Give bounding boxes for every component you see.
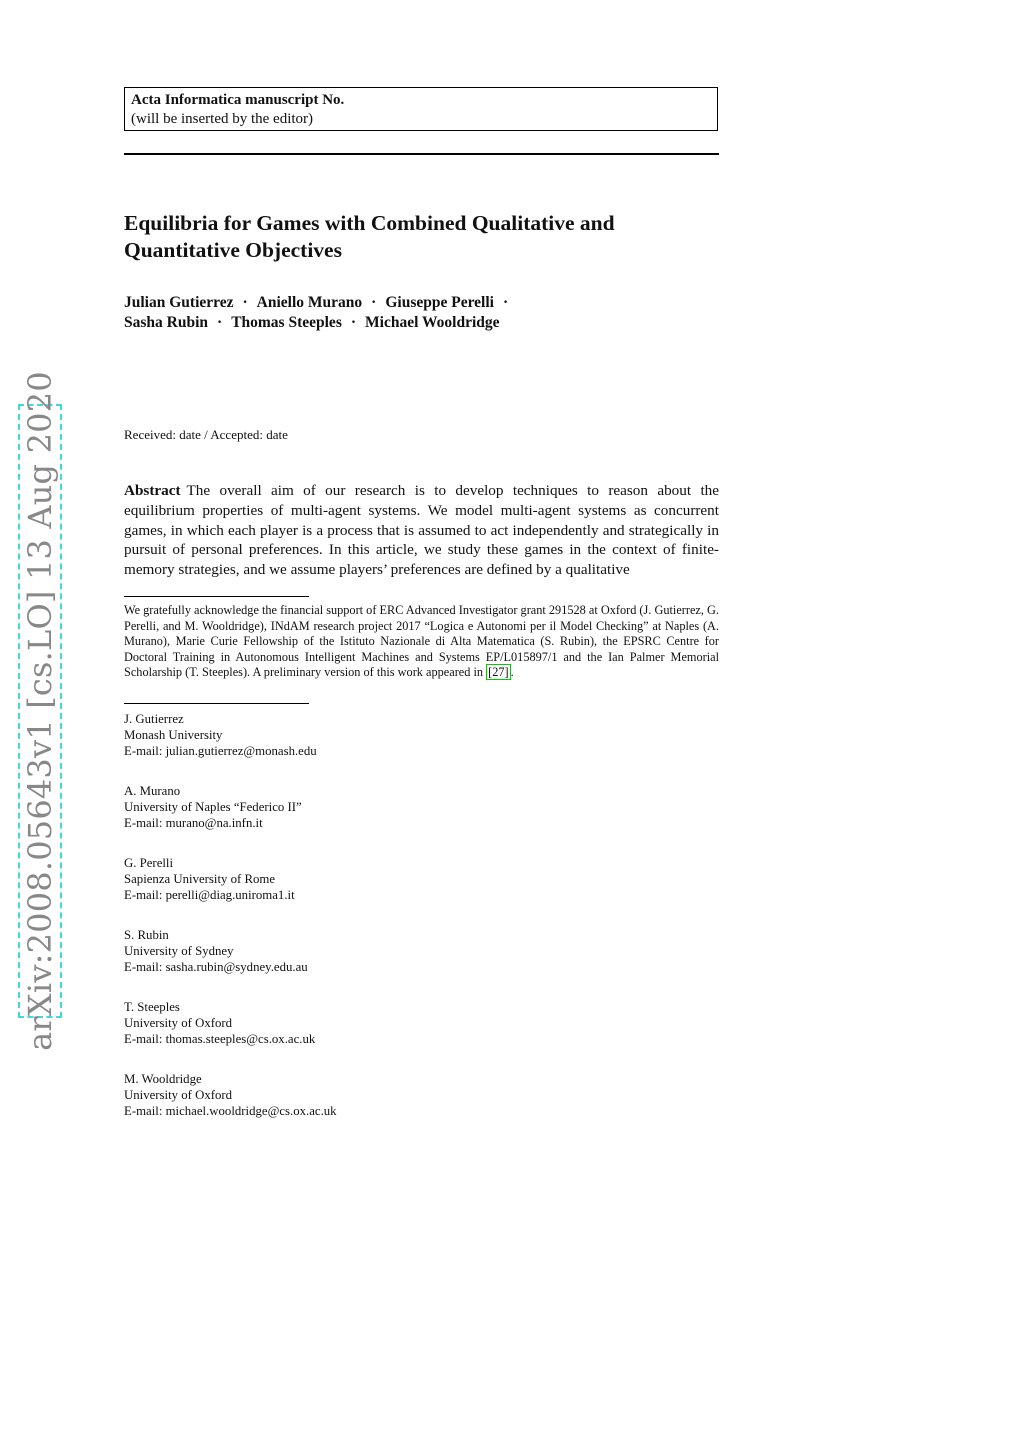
affil-name: S. Rubin [124,928,169,942]
affil-name: M. Wooldridge [124,1072,202,1086]
author-name: Michael Wooldridge [365,314,500,331]
affil-institution: University of Oxford [124,1016,233,1030]
affiliation-block [124,855,524,903]
affil-institution: University of Oxford [124,1088,233,1102]
footnote-text: We gratefully acknowledge the financial support of ERC Advanced Investigator grant 291528 at Oxford (J. Gutierrez, G. Perelli, and M. Wooldridge), INdAM research project 2017 “Logica e Autonomi per il Model Checking” at Naples (A. Murano), Marie Curie Fellowship of the Istituto Nazionale di Alta Matematica (S. Rubin), the EPSRC Centre for Doctoral Training in Autonomous Intelligent Machines and Systems EP/L015897/1 and the Ian Palmer Memorial Scholarship (T. Steeples). A preliminary version of this work appeared in [124,603,719,680]
affil-name: T. Steeples [124,1000,180,1014]
affil-institution: University of Sydney [124,944,234,958]
footnote-rule [124,596,309,597]
author-list: Julian Gutierrez · Aniello Murano · Giuseppe Perelli ·Sasha Rubin · Thomas Steeples · Michael Wooldridge [124,294,509,331]
affiliation-block [124,783,524,831]
journal-header-box [124,87,718,131]
affil-institution: Monash University [124,728,223,742]
affil-institution: University of Naples “Federico II” [124,800,302,814]
affiliation-rule [124,703,309,704]
arxiv-stamp-link[interactable] [18,371,62,1051]
editor-note: (will be inserted by the editor) [131,111,314,127]
affil-email: E-mail: sasha.rubin@sydney.edu.au [124,960,308,974]
abstract-text: The overall aim of our research is to develop techniques to reason about the equilibrium properties of multi-agent systems. We model multi-agent systems as concurrent games, in which each player is a process that is assumed to act independently and strategically in pursuit of personal preferences. In this article, we study these games in the context of finite-memory strategies, and we assume players’ preferences are defined by a qualitative [124,482,719,579]
abstract [124,481,719,580]
paper-title [124,210,719,264]
affil-email: E-mail: perelli@diag.uniroma1.it [124,888,295,902]
footnote-end: . [510,665,514,680]
journal-name: Acta Informatica manuscript No. [131,92,345,108]
affil-email: E-mail: thomas.steeples@cs.ox.ac.uk [124,1032,316,1046]
citation-link[interactable]: [27] [488,665,509,680]
author-name: Julian Gutierrez [124,294,234,311]
funding-footnote [124,603,719,681]
author-name: Thomas Steeples [231,314,342,331]
affiliation-block [124,1071,524,1119]
affil-email: E-mail: murano@na.infn.it [124,816,263,830]
affiliation-block [124,927,524,975]
affil-name: G. Perelli [124,856,174,870]
header-rule [124,153,719,155]
affiliation-block [124,999,524,1047]
title-line-2: Quantitative Objectives [124,238,342,262]
author-name: Aniello Murano [256,294,363,311]
affil-name: J. Gutierrez [124,712,184,726]
affil-institution: Sapienza University of Rome [124,872,276,886]
affil-email: E-mail: julian.gutierrez@monash.edu [124,744,317,758]
received-date: Received: date / Accepted: date [124,427,288,442]
author-name: Giuseppe Perelli [385,294,494,311]
affiliation-block [124,711,524,759]
affil-name: A. Murano [124,784,181,798]
affil-email: E-mail: michael.wooldridge@cs.ox.ac.uk [124,1104,337,1118]
author-name: Sasha Rubin [124,314,209,331]
title-line-1: Equilibria for Games with Combined Qualitative and [124,211,615,235]
abstract-label: Abstract [124,482,181,499]
arxiv-stamp-text: arXiv:2008.05643v1 [cs.LO] 13 Aug 2020 [21,371,59,1051]
